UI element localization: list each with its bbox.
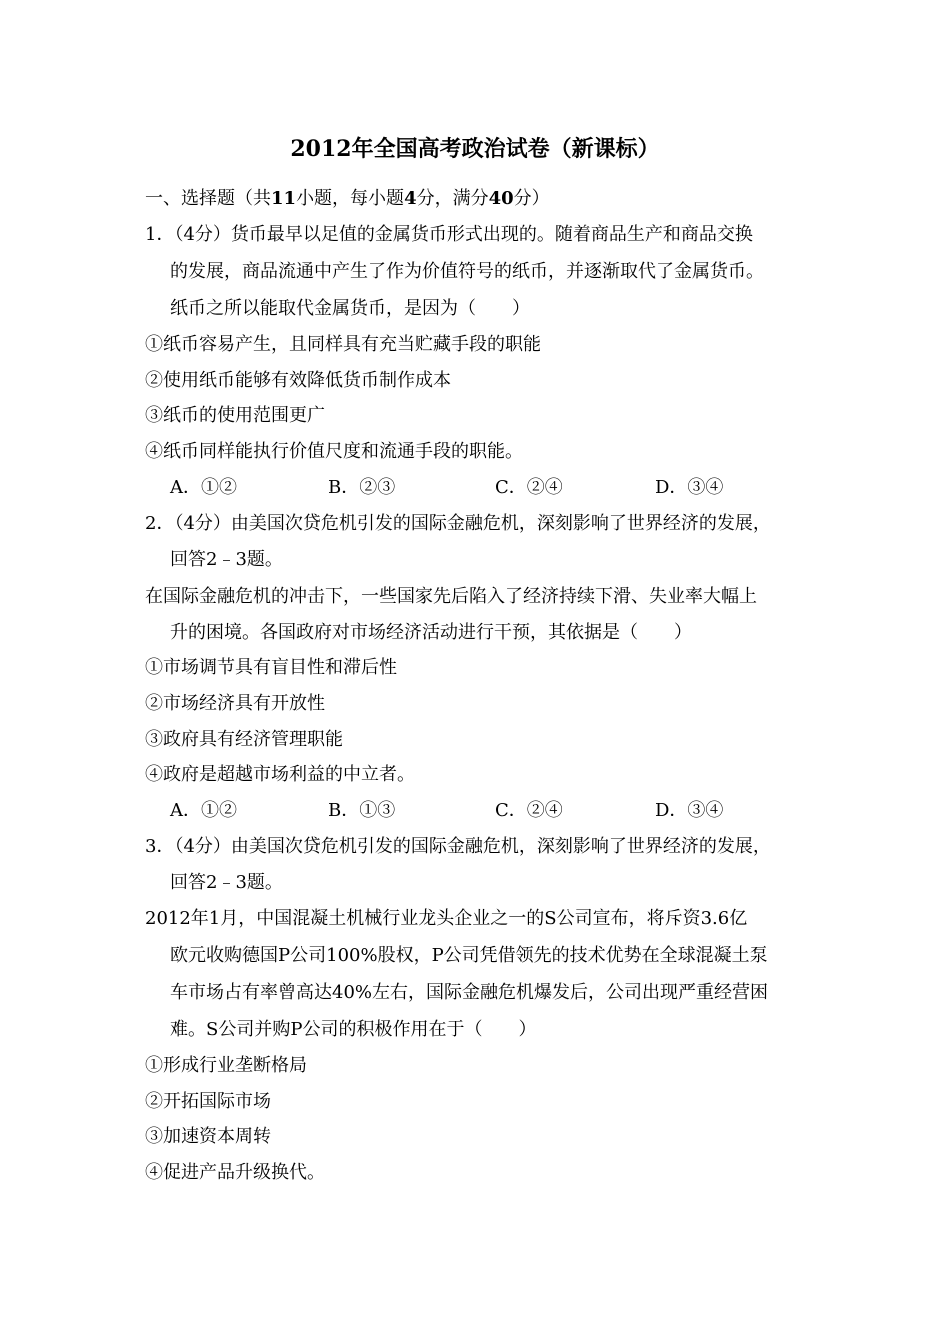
q3-stem-line: 车市场占有率曾高达40%左右，国际金融危机爆发后，公司出现严重经营困 (170, 982, 769, 1003)
q1-stem-line: 纸币之所以能取代金属货币，是因为（ ） (170, 298, 530, 319)
q1-item: ①纸币容易产生，且同样具有充当贮藏手段的职能 (145, 334, 541, 355)
exam-title: 2012年全国高考政治试卷（新课标） (290, 136, 660, 162)
q2-item: ①市场调节具有盲目性和滞后性 (145, 657, 397, 678)
q2-option-a[interactable]: A．①② (170, 800, 237, 821)
q1-option-b[interactable]: B．②③ (328, 477, 396, 498)
q1-stem-line: 1．（4分）货币最早以足值的金属货币形式出现的。随着商品生产和商品交换 (145, 224, 753, 245)
q1-option-a[interactable]: A．①② (170, 477, 237, 498)
q2-item: ②市场经济具有开放性 (145, 693, 325, 714)
q2-option-d[interactable]: D．③④ (655, 800, 724, 821)
q3-stem-line: 难。S公司并购P公司的积极作用在于（ ） (170, 1019, 537, 1040)
section-heading: 一、选择题（共11小题，每小题4分，满分40分） (145, 188, 550, 209)
q1-item: ③纸币的使用范围更广 (145, 405, 325, 426)
q3-stem-line: 欧元收购德国P公司100%股权，P公司凭借领先的技术优势在全球混凝土泵 (170, 945, 768, 966)
q3-stem-line: 回答2﹣3题。 (170, 872, 283, 893)
q2-stem-line: 2．（4分）由美国次贷危机引发的国际金融危机，深刻影响了世界经济的发展， (145, 513, 771, 534)
q3-item: ③加速资本周转 (145, 1126, 271, 1147)
q2-option-c[interactable]: C．②④ (495, 800, 563, 821)
q2-stem-line: 升的困境。各国政府对市场经济活动进行干预，其依据是（ ） (170, 622, 692, 643)
q2-option-b[interactable]: B．①③ (328, 800, 396, 821)
q3-stem-line: 2012年1月，中国混凝土机械行业龙头企业之一的S公司宣布，将斥资3.6亿 (145, 908, 748, 929)
q2-stem-line: 回答2﹣3题。 (170, 549, 283, 570)
q3-item: ②开拓国际市场 (145, 1091, 271, 1112)
q1-option-c[interactable]: C．②④ (495, 477, 563, 498)
q2-stem-line: 在国际金融危机的冲击下，一些国家先后陷入了经济持续下滑、失业率大幅上 (145, 586, 757, 607)
q1-item: ②使用纸币能够有效降低货币制作成本 (145, 370, 451, 391)
q3-item: ④促进产品升级换代。 (145, 1162, 325, 1183)
q3-stem-line: 3．（4分）由美国次贷危机引发的国际金融危机，深刻影响了世界经济的发展， (145, 836, 771, 857)
q3-item: ①形成行业垄断格局 (145, 1055, 307, 1076)
q2-item: ③政府具有经济管理职能 (145, 729, 343, 750)
q2-item: ④政府是超越市场利益的中立者。 (145, 764, 415, 785)
q1-stem-line: 的发展，商品流通中产生了作为价值符号的纸币，并逐渐取代了金属货币。 (170, 261, 764, 282)
q1-option-d[interactable]: D．③④ (655, 477, 724, 498)
q1-item: ④纸币同样能执行价值尺度和流通手段的职能。 (145, 441, 523, 462)
